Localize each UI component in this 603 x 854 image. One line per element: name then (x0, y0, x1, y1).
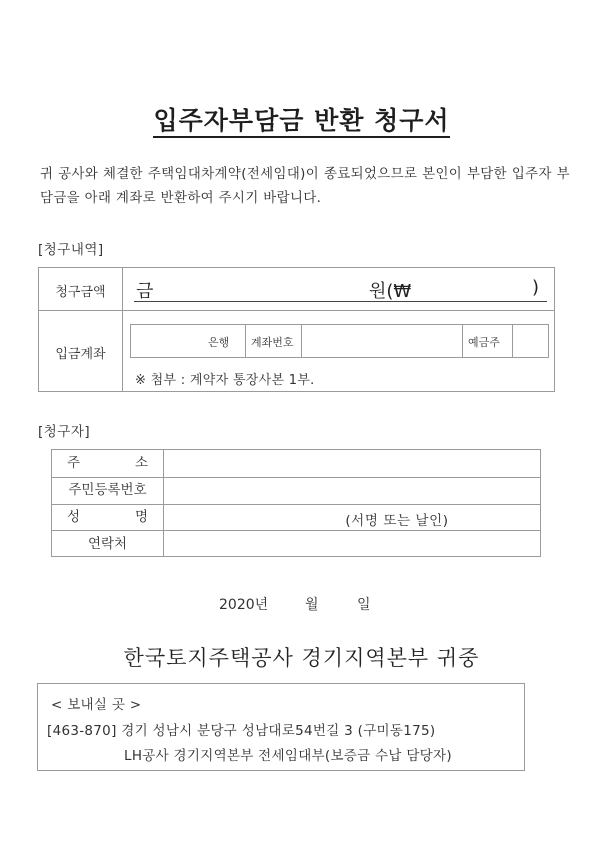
contact-label: 연락처 (87, 536, 128, 552)
amount-label: 청구금액 (55, 285, 106, 300)
account-label: 입금계좌 (55, 347, 106, 362)
resident-number-label: 주민등록번호 (68, 482, 147, 498)
send-to-box (37, 683, 525, 771)
depositor-label: 예금주 (468, 336, 500, 349)
claimant-section-label: [청구자] (38, 424, 91, 440)
amount-prefix: 금 (136, 281, 154, 302)
address-label (52, 450, 163, 477)
amount-input-line[interactable] (134, 301, 547, 302)
divider (462, 325, 463, 357)
send-to-address: [463-870] 경기 성남시 분당구 성남대로54번길 3 (구미동175) (47, 723, 436, 739)
divider (122, 268, 123, 391)
account-table (130, 324, 549, 358)
intro-paragraph: 귀 공사와 체결한 주택임대차계약(전세임대)이 종료되었으므로 본인이 부담한 입주자 부담금을 아래 계좌로 반환하여 주시기 바랍니다. (40, 167, 570, 206)
name-label-char: 성 (67, 509, 81, 525)
page-title (0, 101, 603, 137)
send-to-header: < 보내실 곳 > (51, 697, 142, 713)
claim-box (38, 267, 555, 392)
recipient: 한국토지주택공사 경기지역본부 귀중 (123, 646, 480, 670)
divider (163, 450, 164, 556)
bank-label: 은행 (208, 336, 230, 349)
name-label-char: 명 (134, 509, 148, 525)
divider (245, 325, 246, 357)
amount-close: ) (532, 277, 540, 298)
send-to-department: LH공사 경기지역본부 전세임대부(보증금 수납 담당자) (124, 748, 452, 764)
divider (512, 325, 513, 357)
attachment-note: ※ 첨부 : 계약자 통장사본 1부. (135, 373, 315, 388)
name-label (52, 504, 163, 531)
amount-suffix: 원(₩ (369, 281, 412, 302)
divider (39, 310, 554, 311)
claim-section-label: [청구내역] (38, 242, 104, 258)
date-day: 일 (357, 597, 371, 613)
address-label-char: 소 (134, 455, 148, 471)
date-month: 월 (305, 597, 319, 613)
signature-note: (서명 또는 날인) (345, 513, 449, 529)
address-label-char: 주 (67, 455, 81, 471)
divider (301, 325, 302, 357)
date-year: 2020년 (219, 597, 269, 613)
account-number-label: 계좌번호 (251, 336, 294, 349)
claimant-table (51, 449, 541, 557)
page-title-text: 입주자부담금 반환 청구서 (153, 106, 449, 138)
